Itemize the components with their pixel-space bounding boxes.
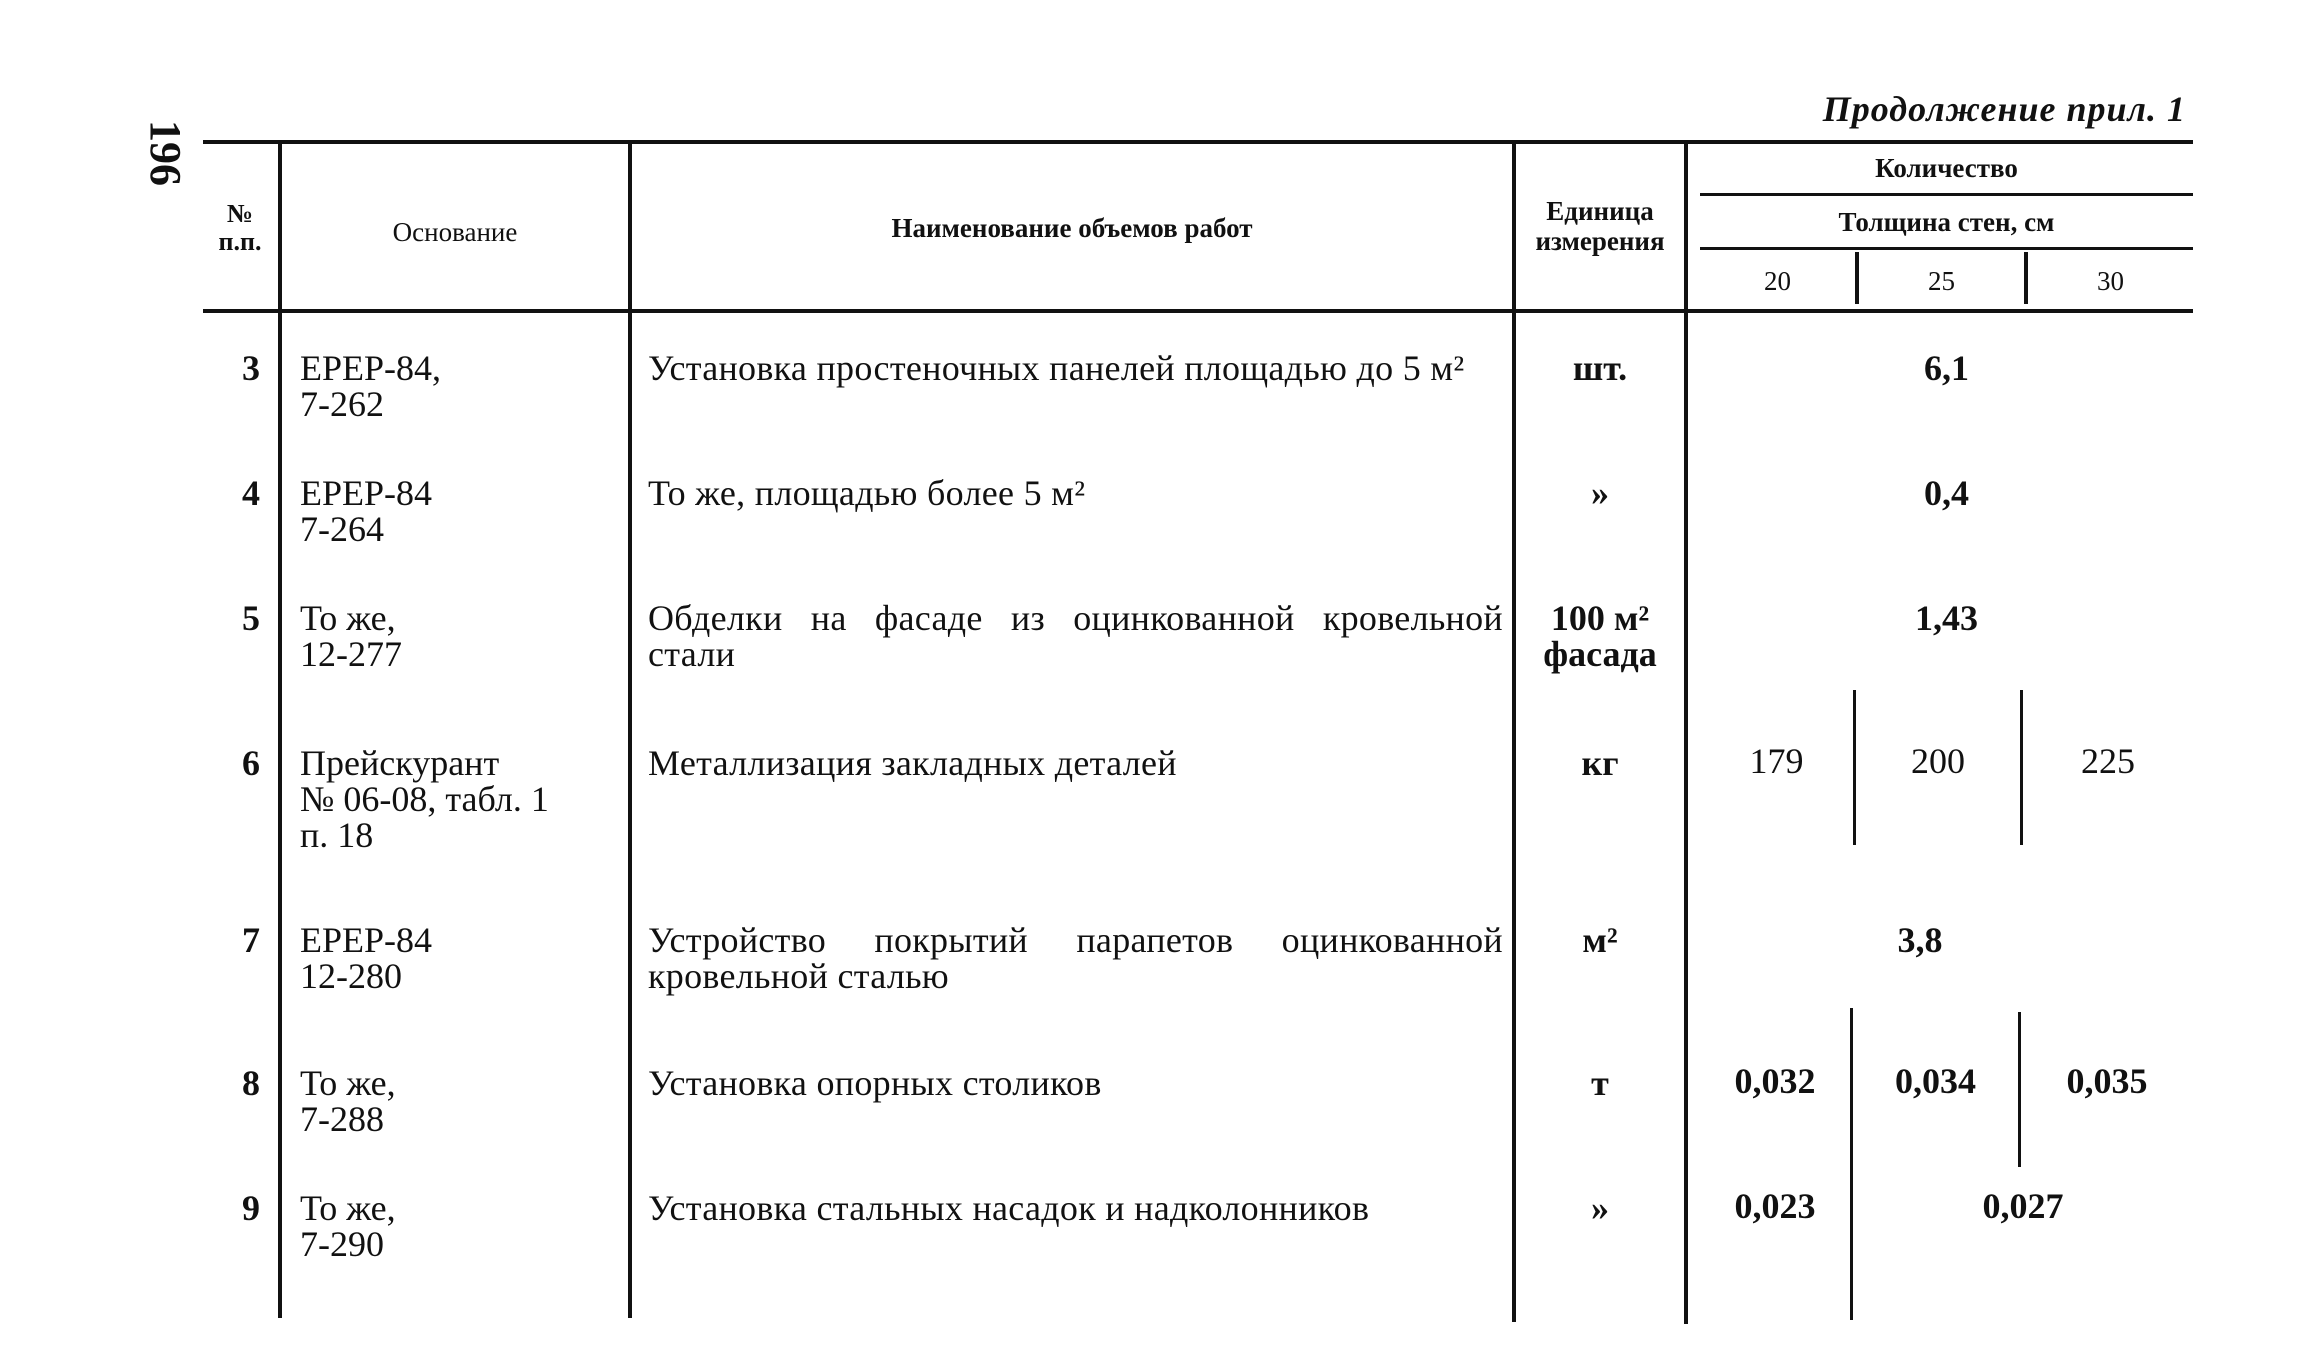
row-8-value-25: 0,034: [1895, 1061, 1976, 1101]
row-8-unit: т: [1591, 1063, 1609, 1103]
row-6-value-20: 179: [1749, 741, 1804, 781]
col-sep-num: [278, 142, 282, 1318]
row-3-basis: ЕРЕР-84, 7-262: [300, 348, 442, 424]
col-sep-unit: [1684, 142, 1688, 1324]
row-8-value-30: 0,035: [2066, 1061, 2148, 1101]
row-3-num: 3: [242, 348, 260, 388]
row-7-basis: ЕРЕР-84 12-280: [300, 920, 433, 996]
row-8-basis: То же, 7-288: [300, 1063, 396, 1139]
row-3-name: Установка простеночных панелей площадью до 5 м²: [648, 348, 1465, 388]
header-thickness: Толщина стен, см: [1838, 207, 2055, 237]
row-9-name: Установка стальных насадок и надколонников: [648, 1188, 1370, 1228]
table-top-rule: [203, 140, 2193, 144]
row-6-basis: Прейскурант № 06-08, табл. 1 п. 18: [300, 743, 549, 855]
row-6-unit: кг: [1581, 743, 1619, 783]
header-bottom-rule: [203, 309, 2193, 313]
row-7-num: 7: [242, 920, 260, 960]
thickness-rule: [1700, 247, 2193, 250]
row-8-num: 8: [242, 1063, 260, 1103]
row-5-value: 1,43: [1915, 598, 1978, 638]
header-quantity: Количество: [1875, 153, 2018, 183]
header-thickness-25: 25: [1928, 266, 1955, 296]
header-thickness-30: 30: [2097, 266, 2124, 296]
table-caption: Продолжение прил. 1: [1822, 89, 2186, 129]
row-7-value: 3,8: [1897, 920, 1943, 960]
row-9-num: 9: [242, 1188, 260, 1228]
row-4-value: 0,4: [1924, 473, 1969, 513]
row-4-num: 4: [242, 473, 260, 513]
row-3-value: 6,1: [1924, 348, 1969, 388]
row-9-value-25-30: 0,027: [1982, 1186, 2064, 1226]
row-4-unit: »: [1591, 473, 1609, 513]
header-name: Наименование объемов работ: [891, 213, 1253, 243]
header-num: № п.п.: [218, 199, 262, 256]
row-8-name: Установка опорных столиков: [648, 1063, 1102, 1103]
row-7-name: Устройство покрытий парапетов оцинкованной кровельной сталью: [648, 920, 1503, 996]
col-sep-name: [1512, 142, 1516, 1322]
row8-sep-a: [1850, 1008, 1853, 1320]
header-thickness-20: 20: [1764, 266, 1791, 296]
header-basis: Основание: [392, 217, 518, 247]
row-9-basis: То же, 7-290: [300, 1188, 396, 1264]
row-6-num: 6: [242, 743, 260, 783]
row-4-name: То же, площадью более 5 м²: [648, 473, 1086, 513]
row-5-basis: То же, 12-277: [300, 598, 402, 674]
row-5-name: Обделки на фасаде из оцинкованной кровельной стали: [648, 598, 1503, 674]
col-sep-basis: [628, 142, 632, 1318]
row-9-unit: »: [1591, 1188, 1609, 1228]
row-8-value-20: 0,032: [1734, 1061, 1816, 1101]
row-5-num: 5: [242, 598, 260, 638]
row-5-unit: 100 м² фасада: [1543, 598, 1657, 674]
header-unit: Единица измерения: [1535, 196, 1665, 256]
row-9-value-20: 0,023: [1734, 1186, 1816, 1226]
row-4-basis: ЕРЕР-84 7-264: [300, 473, 433, 549]
row-3-unit: шт.: [1572, 348, 1628, 388]
row-6-value-30: 225: [2081, 741, 2135, 781]
row-6-name: Металлизация закладных деталей: [648, 743, 1177, 783]
quantity-rule: [1700, 193, 2193, 196]
row-7-unit: м²: [1582, 920, 1618, 960]
row-6-value-25: 200: [1911, 741, 1965, 781]
page-number: 196: [141, 120, 190, 186]
